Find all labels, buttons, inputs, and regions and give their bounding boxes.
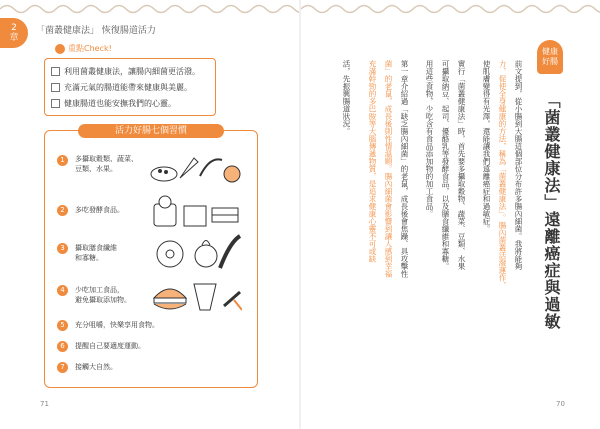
running-header: 「菌叢健康法」 恢復腸道活力 (36, 26, 156, 36)
habit-text: 充分咀嚼，快樂享用食物。 (75, 321, 159, 329)
processed-food-illustration (150, 276, 242, 316)
body-text-column-highlight: 菌」的老鼠，成長後則性情溫順。腸內細菌會影響到讓人感到幸福 (384, 60, 393, 278)
page-title: 「菌叢健康法」遠離癌症與過敏 (542, 92, 561, 330)
body-text-column: 前文提到，從小腸到大腸這個部位分布許多腸內細菌。我將能夠 (514, 60, 523, 270)
habit-text: 提醒自己要適度運動。 (75, 342, 145, 350)
wave-border-right (301, 0, 600, 18)
habit-number: 1 (57, 155, 68, 166)
habit-number: 2 (57, 205, 68, 216)
fermented-food-illustration (150, 194, 242, 230)
page-gutter (299, 0, 301, 429)
grains-vegetables-illustration (150, 146, 242, 186)
check-item: 健康腸道也能安撫我們的心靈。 (51, 98, 176, 109)
body-text-column: 第一章介紹過「缺乏腸內細菌」的老鼠，成長後會焦躁、具攻擊性 (400, 60, 409, 278)
chapter-tab: 2 章 (0, 18, 28, 48)
habits-title: 活力好腸七個習慣 (78, 124, 224, 138)
habit-text: 多攝取穀類、蔬菜、 豆類、水果。 (75, 155, 138, 173)
section-tab: 健康 好腸 (537, 40, 563, 74)
habit-text: 攝取膳食纖維 和寡糖。 (75, 244, 117, 262)
habit-number: 5 (57, 320, 68, 331)
body-text-column: 用這些食物，少吃含有食品添加物的加工食品。 (425, 60, 434, 218)
body-text-column: 使肌膚變得有光澤，還能讓我們遠離癌症和過敏症。 (482, 60, 491, 233)
habit-text: 少吃加工食品， 避免攝取添加物。 (75, 286, 131, 304)
habit-text: 接觸大自然。 (75, 363, 117, 371)
habit-number: 6 (57, 341, 68, 352)
habit-number: 4 (57, 285, 68, 296)
checkbox-icon (51, 67, 60, 76)
body-text-column: 實行「菌叢健康法」時，首先要多攝取穀物、蔬菜、豆類、水果 (457, 60, 466, 270)
checkbox-icon (51, 83, 60, 92)
body-text-column-highlight: 充滿幹勁的多巴胺等大腦傳遞物質，是追求健康心靈不可或缺 (368, 60, 377, 263)
page-number-left: 71 (40, 400, 49, 408)
fiber-food-illustration (150, 232, 242, 272)
habit-text: 多吃發酵食品。 (75, 206, 124, 214)
body-text-column: 可攝取納豆、起司、優酪乳等發酵食品，以及膳食纖維和寡糖。 (441, 60, 450, 270)
checkbox-icon (51, 99, 60, 108)
habit-number: 3 (57, 243, 68, 254)
body-text-column: 活，先振興腸道狀況。 (342, 60, 351, 135)
page-number-right: 70 (556, 400, 565, 408)
check-title: 重點Check! (52, 43, 115, 54)
check-item: 充滿元氣的腸道能帶來健康與美麗。 (51, 82, 192, 93)
wave-border-left (0, 0, 299, 18)
body-text-column-highlight: 力，促使全身健康的方法，稱為「菌叢健康法」。腸內菌叢活潑運作， (498, 60, 507, 289)
habit-number: 7 (57, 362, 68, 373)
check-item: 利用菌叢健康法，讓腸內細菌更活潑。 (51, 66, 200, 77)
pin-icon (55, 44, 65, 54)
